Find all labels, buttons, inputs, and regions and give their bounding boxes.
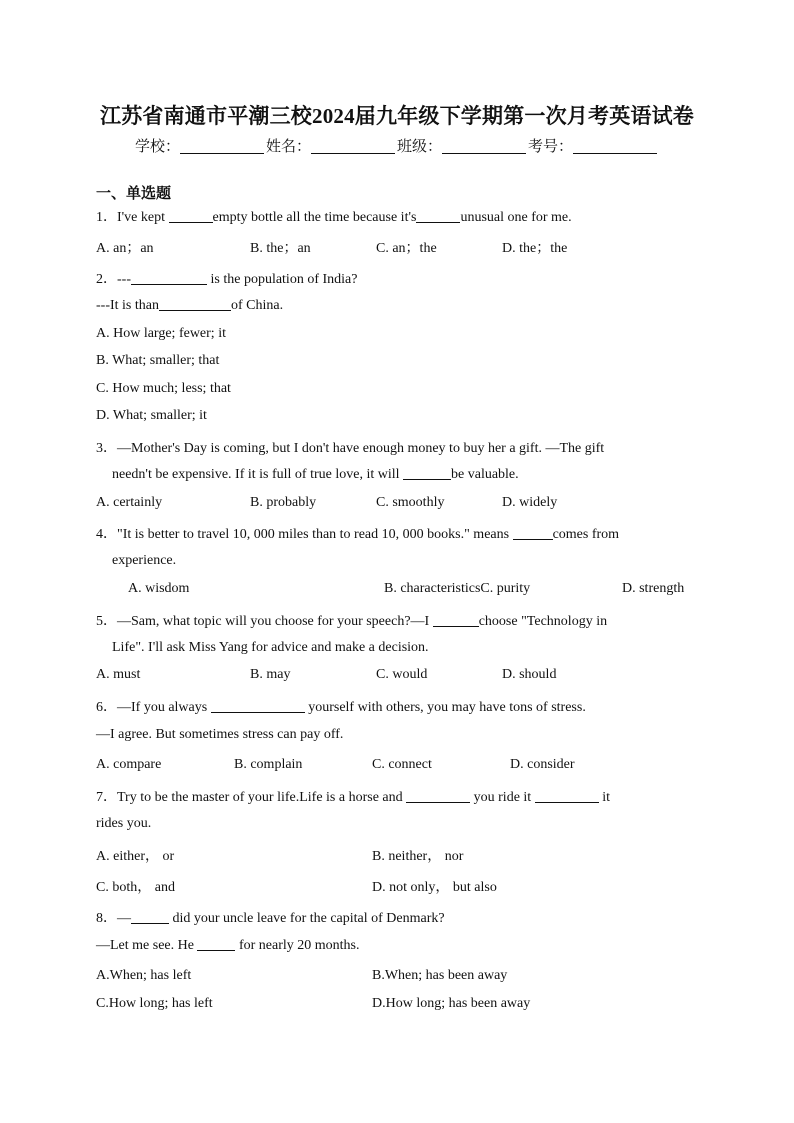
exam-no-label: 考号：	[528, 137, 574, 155]
q2-option-b: B. What; smaller; that	[96, 353, 220, 368]
question-6	[96, 696, 586, 716]
question-5-line-2: Life". I'll ask Miss Yang for advice and make a decision.	[112, 640, 429, 655]
class-label: 班级：	[397, 137, 443, 155]
page-title: 江苏省南通市平潮三校2024届九年级下学期第一次月考英语试卷	[100, 104, 694, 128]
q5-option-b: B. may	[250, 667, 291, 682]
q4-blank	[513, 527, 553, 540]
question-4-line-2: experience.	[112, 553, 177, 568]
q1-option-c: C. an；the	[376, 241, 437, 256]
q7-option-b: B. neither， nor	[372, 849, 464, 864]
q3-blank	[403, 467, 451, 480]
q1-option-d: D. the；the	[502, 241, 568, 256]
question-5	[96, 610, 607, 630]
school-label: 学校：	[134, 137, 180, 155]
q6-option-b: B. complain	[234, 757, 303, 772]
question-1	[96, 206, 572, 226]
q7-option-c: C. both， and	[96, 880, 175, 895]
question-3: 3．—Mother's Day is coming, but I don't have enough money to buy her a gift. —The gift	[96, 441, 605, 456]
q2-blank-1	[131, 272, 207, 285]
q2-blank-2	[159, 298, 231, 311]
q8-blank-2	[197, 938, 235, 951]
question-8	[96, 907, 445, 927]
q8-option-c: C.How long; has left	[96, 996, 213, 1011]
q8-option-a: A.When; has left	[96, 968, 192, 983]
q7-text-a: 7．Try to be the master of your life.Life is a horse and	[96, 790, 407, 805]
q1-blank-1	[169, 210, 213, 223]
q3-option-b: B. probably	[250, 495, 317, 510]
q6-option-d: D. consider	[510, 757, 575, 772]
q3-option-a: A. certainly	[96, 495, 163, 510]
q4-text-a: 4．"It is better to travel 10, 000 miles than to read 10, 000 books." means	[96, 527, 513, 542]
question-4	[96, 523, 619, 543]
q2-text-b: is the population of India?	[207, 272, 358, 287]
q5-option-a: A. must	[96, 667, 141, 682]
question-8-line-2	[96, 938, 360, 954]
q8-text-c: —Let me see. He	[96, 938, 198, 953]
q3-option-d: D. widely	[502, 495, 558, 510]
q6-option-c: C. connect	[372, 757, 432, 772]
q7-text-b: you ride it	[470, 790, 535, 805]
q7-option-d: D. not only， but also	[372, 880, 497, 895]
q6-option-a: A. compare	[96, 757, 162, 772]
name-blank[interactable]	[311, 139, 395, 154]
q1-option-a: A. an；an	[96, 241, 154, 256]
q1-option-b: B. the；an	[250, 241, 311, 256]
section-heading: 一、单选题	[96, 184, 172, 202]
q4-option-a: A. wisdom	[128, 581, 190, 596]
q8-blank-1	[131, 911, 169, 924]
q1-blank-2	[416, 210, 460, 223]
q1-text-a: 1．I've kept	[96, 210, 169, 225]
q7-blank-1	[406, 790, 470, 803]
q3-text-c: be valuable.	[451, 467, 519, 482]
q1-text-b: empty bottle all the time because it's	[212, 210, 417, 225]
school-blank[interactable]	[180, 139, 264, 154]
q3-option-c: C. smoothly	[376, 495, 445, 510]
question-2-line-2	[96, 298, 283, 314]
q2-option-a: A. How large; fewer; it	[96, 326, 226, 341]
q5-option-d: D. should	[502, 667, 557, 682]
q5-text-b: choose "Technology in	[478, 614, 608, 629]
q4-option-d: D. strength	[622, 581, 685, 596]
question-7	[96, 786, 610, 806]
q5-option-c: C. would	[376, 667, 428, 682]
student-info-fields	[0, 135, 794, 156]
exam-no-blank[interactable]	[573, 139, 657, 154]
q2-option-d: D. What; smaller; it	[96, 408, 207, 423]
q2-text-a: 2．---	[96, 272, 131, 287]
q8-option-b: B.When; has been away	[372, 968, 508, 983]
question-3-line-2	[112, 467, 519, 483]
q2-text-d: of China.	[230, 298, 284, 313]
q2-option-c: C. How much; less; that	[96, 381, 231, 396]
q2-text-c: ---It is than	[96, 298, 159, 313]
q1-text-c: unusual one for me.	[460, 210, 572, 225]
q7-option-a: A. either， or	[96, 849, 175, 864]
q6-text-a: 6．—If you always	[96, 700, 211, 715]
q6-text-b: yourself with others, you may have tons of stress.	[304, 700, 586, 715]
question-7-line-2: rides you.	[96, 816, 152, 831]
q4-text-b: comes from	[552, 527, 620, 542]
q8-option-d: D.How long; has been away	[372, 996, 531, 1011]
class-blank[interactable]	[442, 139, 526, 154]
q7-blank-2	[535, 790, 599, 803]
question-6-line-2: —I agree. But sometimes stress can pay off.	[96, 727, 344, 742]
q8-text-a: 8．—	[96, 911, 131, 926]
question-2	[96, 268, 357, 288]
q8-text-d: for nearly 20 months.	[235, 938, 360, 953]
q7-text-c: it	[598, 790, 610, 805]
q4-option-bc: B. characteristicsC. purity	[384, 581, 531, 596]
q5-text-a: 5．—Sam, what topic will you choose for your speech?—I	[96, 614, 433, 629]
q8-text-b: did your uncle leave for the capital of Denmark?	[169, 911, 445, 926]
q3-text-b: needn't be expensive. If it is full of true love, it will	[112, 467, 404, 482]
q6-blank	[211, 700, 305, 713]
name-label: 姓名：	[265, 137, 311, 155]
q5-blank	[433, 614, 479, 627]
